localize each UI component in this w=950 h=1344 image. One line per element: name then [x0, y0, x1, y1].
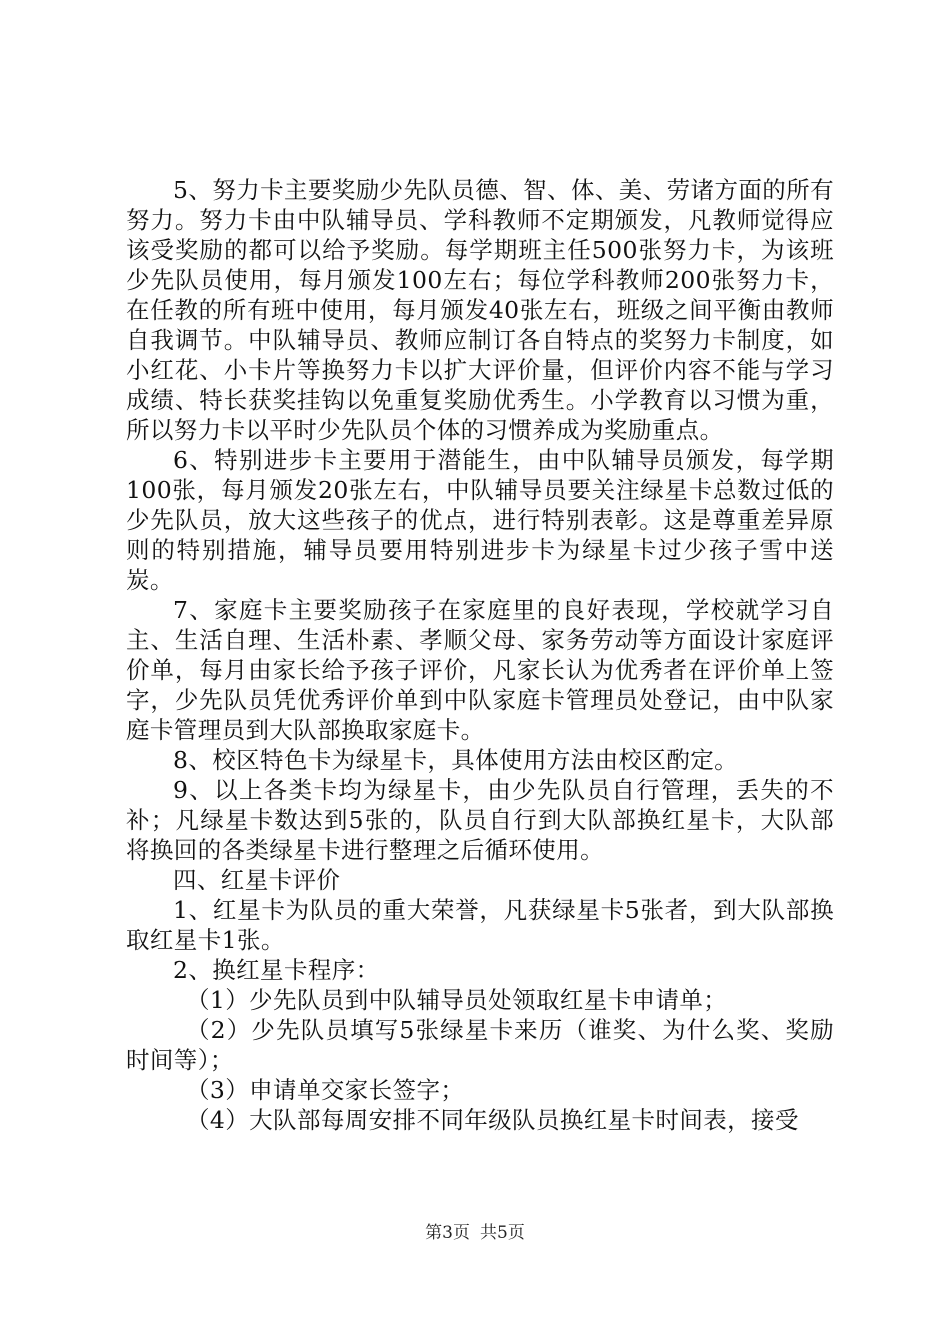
paragraph-item-7: 7、家庭卡主要奖励孩子在家庭里的良好表现，学校就学习自主、生活自理、生活朴素、孝顺父母、家务劳动等方面设计家庭评价单，每月由家长给予孩子评价，凡家长认为优秀者在评价单上签字，少先队员凭优秀评价单到中队家庭卡管理员处登记，由中队家庭卡管理员到大队部换取家庭卡。 [126, 596, 834, 744]
page-footer [0, 1222, 950, 1244]
red-star-rule-2: 2、换红星卡程序： [173, 956, 380, 984]
page-number: 第3页 [425, 1223, 470, 1243]
paragraph-item-5: 5、努力卡主要奖励少先队员德、智、体、美、劳诸方面的所有努力。努力卡由中队辅导员、学科教师不定期颁发，凡教师觉得应该受奖励的都可以给予奖励。每学期班主任500张努力卡，为该班少先队员使用，每月颁发100左右；每位学科教师200张努力卡，在任教的所有班中使用，每月颁发40张左右，班级之间平衡由教师自我调节。中队辅导员、教师应制订各自特点的奖努力卡制度，如小红花、小卡片等换努力卡以扩大评价量，但评价内容不能与学习成绩、特长获奖挂钩以免重复奖励优秀生。小学教育以习惯为重，所以努力卡以平时少先队员个体的习惯养成为奖励重点。 [126, 176, 834, 444]
paragraph-item-9: 9、以上各类卡均为绿星卡，由少先队员自行管理，丢失的不补；凡绿星卡数达到5张的，队员自行到大队部换红星卡，大队部将换回的各类绿星卡进行整理之后循环使用。 [126, 776, 834, 864]
document-body [126, 175, 834, 1135]
procedure-step-1: （1）少先队员到中队辅导员处领取红星卡申请单； [186, 986, 728, 1014]
section-heading-red-star: 四、红星卡评价 [173, 866, 341, 894]
paragraph-item-8: 8、校区特色卡为绿星卡，具体使用方法由校区酌定。 [173, 746, 739, 774]
procedure-step-3: （3）申请单交家长签字； [186, 1076, 465, 1104]
paragraph-item-6: 6、特别进步卡主要用于潜能生，由中队辅导员颁发，每学期100张，每月颁发20张左右，中队辅导员要关注绿星卡总数过低的少先队员，放大这些孩子的优点，进行特别表彰。这是尊重差异原则的特别措施，辅导员要用特别进步卡为绿星卡过少孩子雪中送炭。 [126, 446, 834, 594]
procedure-step-2: （2）少先队员填写5张绿星卡来历（谁奖、为什么奖、奖励时间等）； [126, 1016, 834, 1074]
red-star-rule-1: 1、红星卡为队员的重大荣誉，凡获绿星卡5张者，到大队部换取红星卡1张。 [126, 896, 834, 954]
procedure-step-4: （4）大队部每周安排不同年级队员换红星卡时间表，接受 [186, 1106, 799, 1134]
page-total: 共5页 [480, 1223, 525, 1243]
